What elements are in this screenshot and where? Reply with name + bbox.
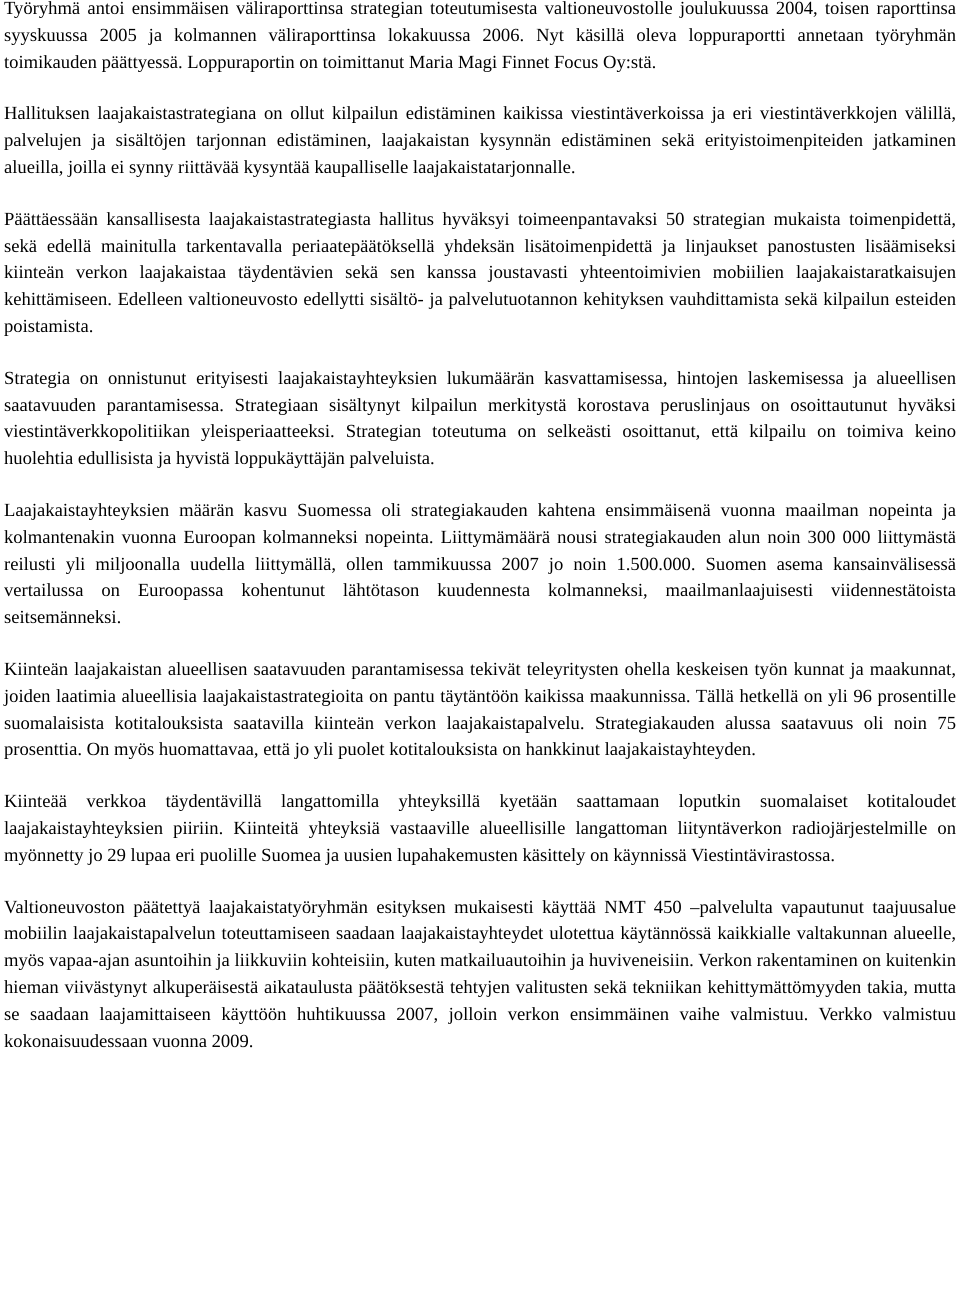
paragraph-success: Strategia on onnistunut erityisesti laajakaistayhteyksien lukumäärän kasvattamisessa, hintojen laskemisessa ja alueellisen saatavuuden parantamisessa. Strategiaan sisältynyt kilpailun merkitystä korostava peruslinjaus on osoittautunut hyväksi viestintäverkkopolitiikan yleisperiaatteeksi. Strategian toteutuma on selkeästi osoittanut, että kilpailu on toimiva keino huolehtia edullisista ja hyvistä loppukäyttäjän palveluista.: [4, 367, 956, 470]
paragraph-measures: Päättäessään kansallisesta laajakaistastrategiasta hallitus hyväksyi toimeenpantavaksi 50 strategian mukaista toimenpidettä, sekä edellä mainitulla tarkentavalla periaatepäätöksellä yhdeksän lisätoimenpidettä ja linjaukset panostusten lisäämiseksi kiinteän verkon laajakaistaa täydentävien sekä sen kanssa joustavasti yhteentoimivien mobiilien laajakaistaratkaisujen kehittämiseen. Edelleen valtioneuvosto edellytti sisältö- ja palvelutuotannon kehityksen vauhdittamista sekä kilpailun esteiden poistamista.: [4, 208, 956, 337]
paragraph-nmt450: Valtioneuvoston päätettyä laajakaistatyöryhmän esityksen mukaisesti käyttää NMT 450 –palvelulta vapautunut taajuusalue mobiilin laajakaistapalvelun toteuttamiseen saadaan laajakaistayhteydet ulotettua käytännössä kaikkialle valtakunnan alueelle, myös vapaa-ajan asuntoihin ja liikkuviin kohteisiin, kuten matkailuautoihin ja huviveneisiin. Verkon rakentaminen on kuitenkin hieman viivästynyt alkuperäisestä aikataulusta päätöksestä tehtyjen valitusten sekä tekniikan kehittymättömyyden takia, mutta se saadaan laajamittaiseen käyttöön huhtikuussa 2007, jolloin verkon ensimmäinen vaihe valmistuu. Verkko valmistuu kokonaisuudessaan vuonna 2009.: [4, 896, 956, 1052]
paragraph-wireless: Kiinteää verkkoa täydentävillä langattomilla yhteyksillä kyetään saattamaan loputkin suomalaiset kotitaloudet laajakaistayhteyksien piiriin. Kiinteitä yhteyksiä vastaaville alueellisille langattoman liityntäverkon radiojärjestelmille on myönnetty jo 29 lupaa eri puolille Suomea ja uusien lupahakemusten käsittely on käynnissä Viestintävirastossa.: [4, 791, 956, 866]
paragraph-availability: Kiinteän laajakaistan alueellisen saatavuuden parantamisessa tekivät teleyritysten ohella keskeisen työn kunnat ja maakunnat, joiden laatimia alueellisia laajakaistastrategioita on pantu täytäntöön kaikissa maakunnissa. Tällä hetkellä on yli 96 prosentille suomalaisista kotitalouksista saatavilla kiinteän verkon laajakaistapalvelu. Strategiakauden alussa saatavuus oli noin 75 prosenttia. On myös huomattavaa, että jo yli puolet kotitalouksista on hankkinut laajakaistayhteyden.: [4, 658, 956, 761]
paragraph-growth: Laajakaistayhteyksien määrän kasvu Suomessa oli strategiakauden kahtena ensimmäisenä vuonna maailman nopeinta ja kolmantenakin vuonna Euroopan kolmanneksi nopeinta. Liittymämäärä nousi strategiakauden alun noin 300 000 liittymästä reilusti yli miljoonalla uudella liittymällä, ollen tammikuussa 2007 jo noin 1.500.000. Suomen asema kansainvälisessä vertailussa on Euroopassa kohentunut lähtötason kuudennesta kolmanneksi, maailmanlaajuisesti viidennestätoista seitsemänneksi.: [4, 499, 956, 629]
document-page: [4, 0, 956, 1080]
paragraph-reports: Työryhmä antoi ensimmäisen väliraporttinsa strategian toteutumisesta valtioneuvostolle joulukuussa 2004, toisen raporttinsa syyskuussa 2005 ja kolmannen väliraporttinsa lokakuussa 2006. Nyt käsillä oleva loppuraportti annetaan työryhmän toimikauden päättyessä. Loppuraportin on toimittanut Maria Magi Finnet Focus Oy:stä.: [4, 0, 956, 73]
paragraph-strategy-goals: Hallituksen laajakaistastrategiana on ollut kilpailun edistäminen kaikissa viestintäverkoissa ja eri viestintäverkkojen välillä, palvelujen ja sisältöjen tarjonnan edistäminen, laajakaistan kysynnän edistäminen sekä erityistoimenpiteiden jatkaminen alueilla, joilla ei synny riittävää kysyntää kaupalliselle laajakaistatarjonnalle.: [4, 103, 956, 178]
